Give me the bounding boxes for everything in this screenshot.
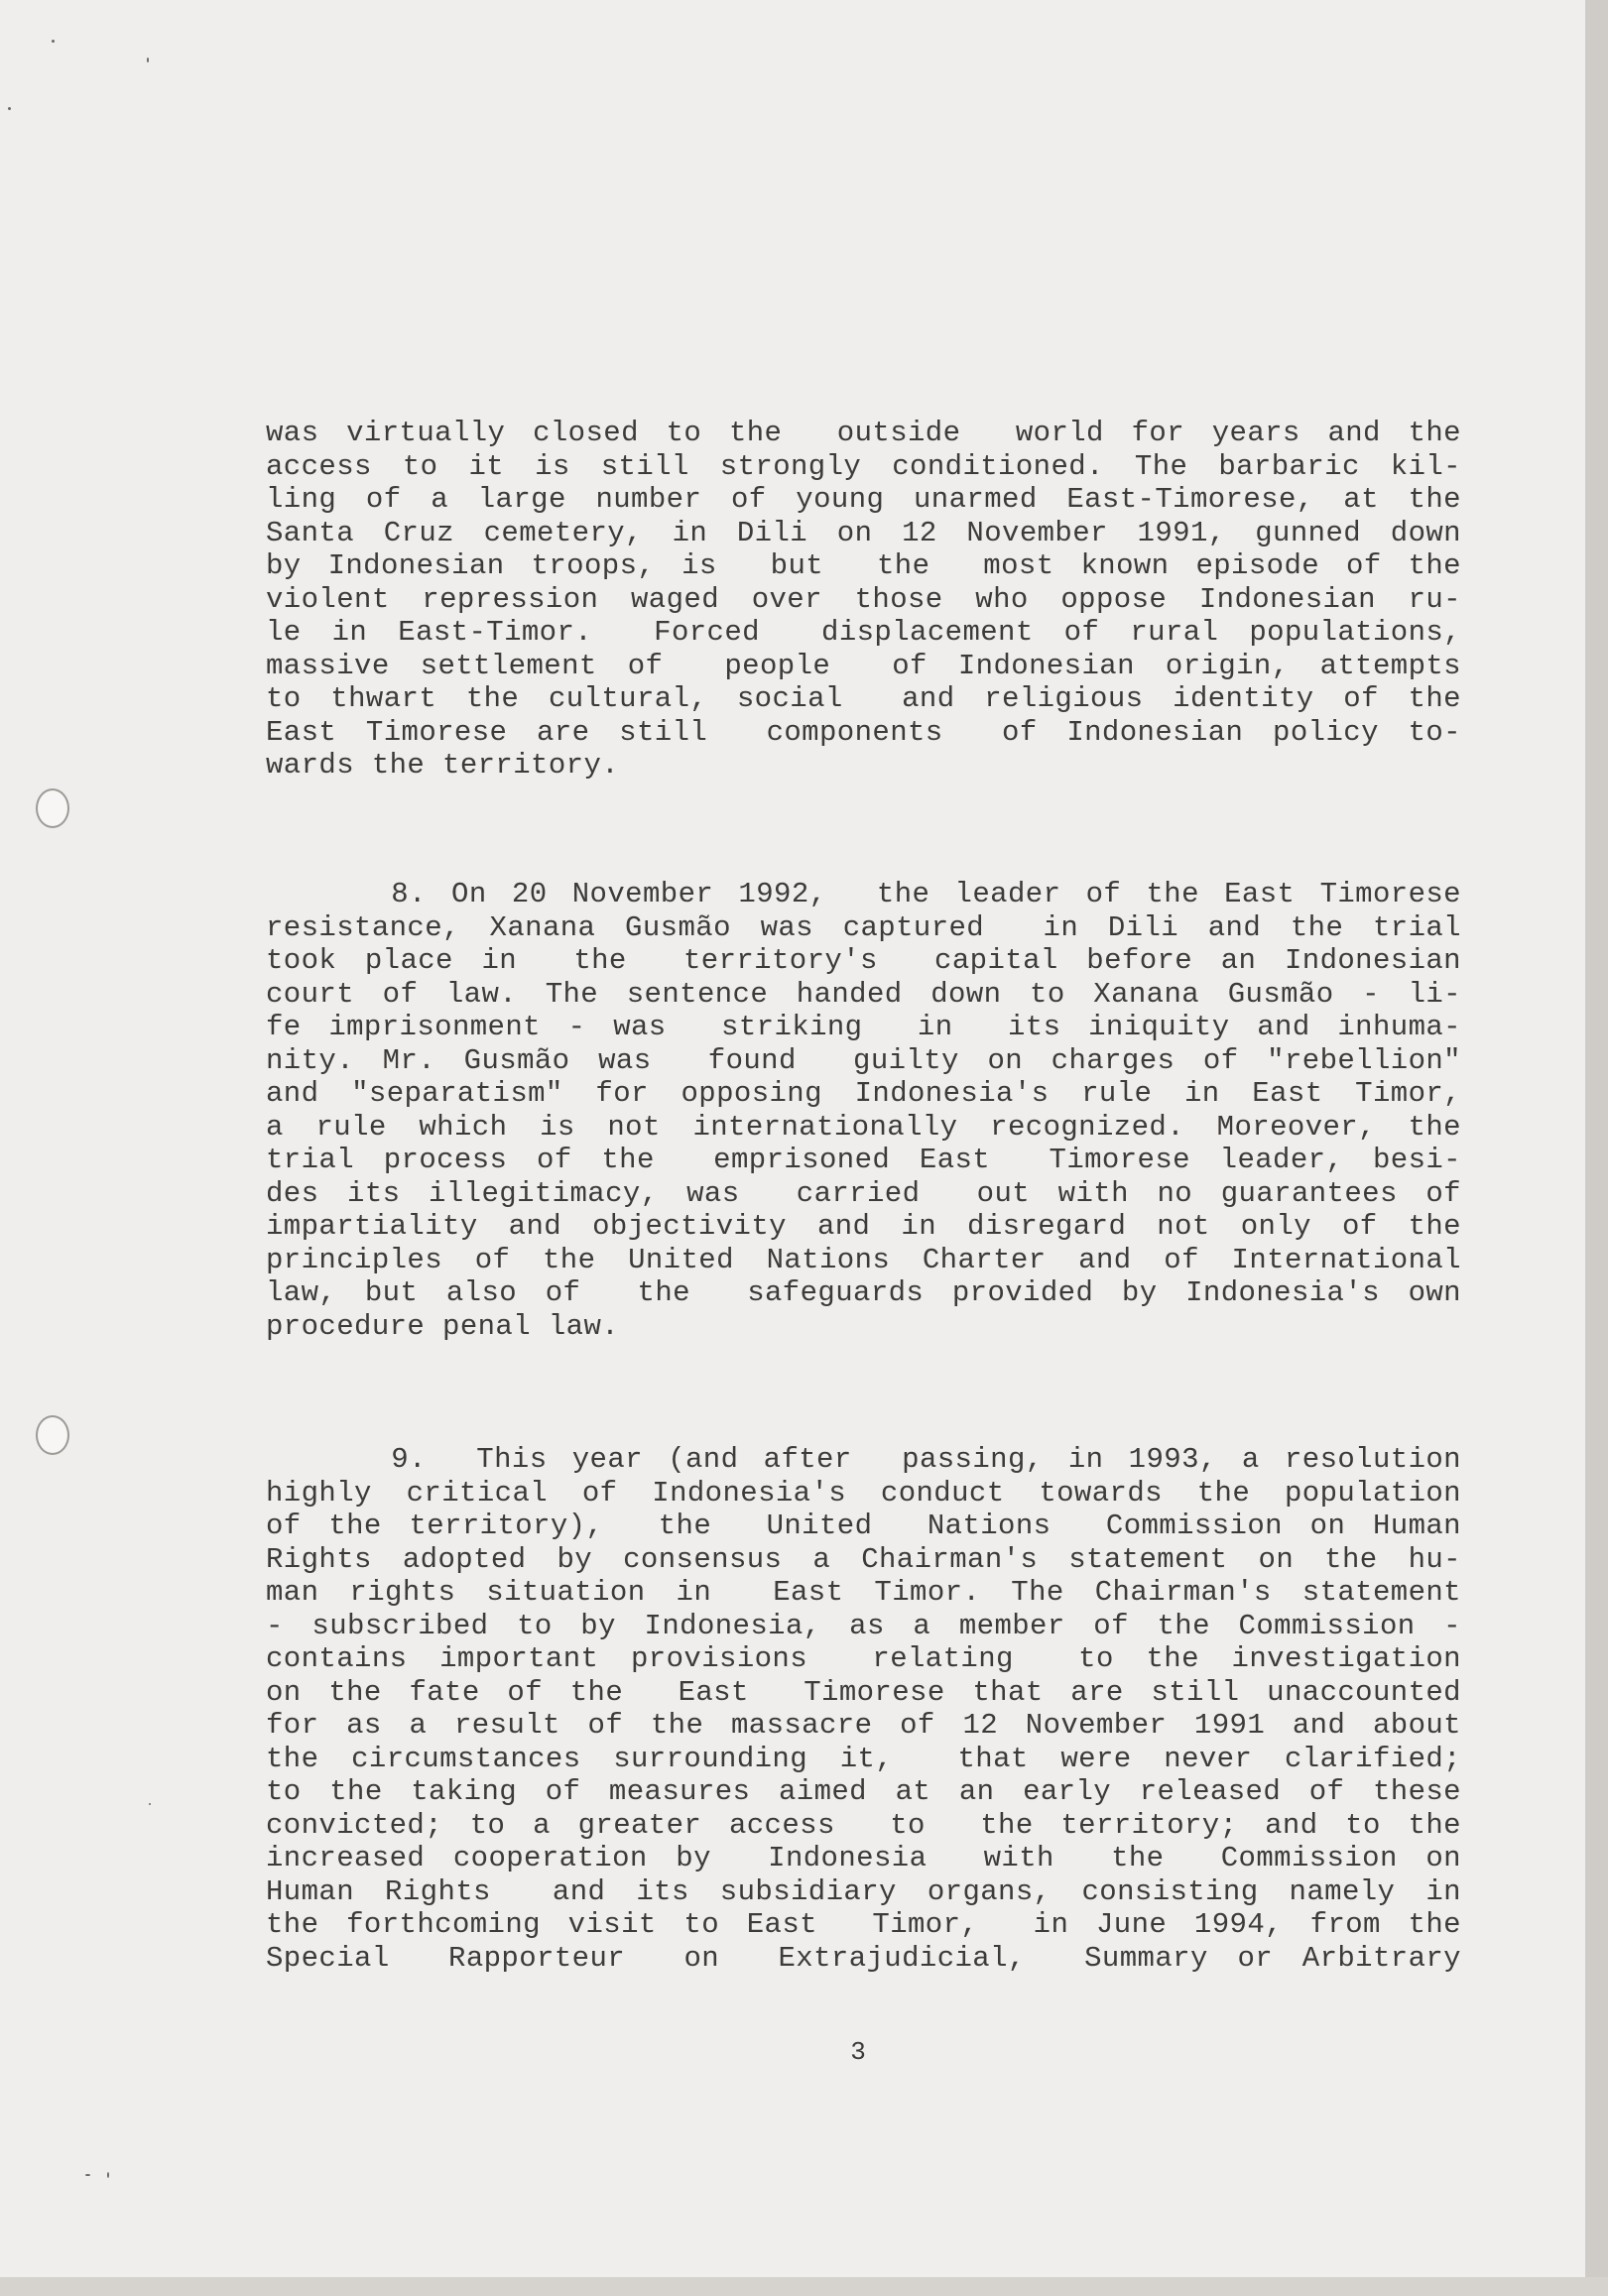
punch-hole-bottom (36, 1415, 69, 1455)
punch-hole-top (36, 788, 69, 828)
page-number: 3 (850, 2037, 866, 2067)
dust-speck (8, 107, 11, 110)
text-line: and "separatism" for opposing Indonesia's rule in East Timor, (266, 1077, 1461, 1110)
text-line: 8. On 20 November 1992, the leader of the East Timorese (266, 878, 1461, 910)
text-line: principles of the United Nations Charter and of International (266, 1243, 1461, 1276)
text-line: took place in the territory's capital before an Indonesian (266, 944, 1461, 977)
text-line: highly critical of Indonesia's conduct towards the population (266, 1476, 1461, 1510)
dust-speck (147, 58, 149, 62)
text-line: increased cooperation by Indonesia with the Commission on (266, 1842, 1461, 1874)
text-line: contains important provisions relating to the investigation (266, 1642, 1461, 1675)
text-line: to the taking of measures aimed at an early released of these (266, 1775, 1461, 1808)
scan-edge-right (1585, 0, 1608, 2296)
text-line: Rights adopted by consensus a Chairman's statement on the hu- (266, 1542, 1461, 1576)
text-line: to thwart the cultural, social and religious identity of the (266, 682, 1461, 715)
paragraph-9 (266, 1443, 1461, 1975)
text-line: fe imprisonment - was striking in its iniquity and inhuma- (266, 1011, 1461, 1043)
text-line: wards the territory. (266, 749, 620, 782)
text-line: massive settlement of people of Indonesian origin, attempts (266, 649, 1461, 682)
dust-speck (52, 40, 55, 43)
text-line: - subscribed to by Indonesia, as a member of the Commission - (266, 1609, 1461, 1642)
paragraph-8 (266, 878, 1461, 1343)
text-line: of the territory), the United Nations Commission on Human (266, 1510, 1461, 1542)
text-line: nity. Mr. Gusmão was found guilty on charges of "rebellion" (266, 1043, 1461, 1077)
text-line: court of law. The sentence handed down to Xanana Gusmão - li- (266, 977, 1461, 1011)
text-line: access to it is still strongly conditioned. The barbaric kil- (266, 449, 1461, 483)
text-line: man rights situation in East Timor. The Chairman's statement (266, 1576, 1461, 1609)
text-line: violent repression waged over those who oppose Indonesian ru- (266, 582, 1461, 616)
text-line: Special Rapporteur on Extrajudicial, Summary or Arbitrary (266, 1941, 1461, 1975)
text-line: by Indonesian troops, is but the most known episode of the (266, 549, 1461, 582)
text-line: for as a result of the massacre of 12 November 1991 and about (266, 1709, 1461, 1742)
text-line: was virtually closed to the outside world for years and the (266, 417, 1461, 449)
text-line: Human Rights and its subsidiary organs, consisting namely in (266, 1874, 1461, 1908)
text-line: ling of a large number of young unarmed East-Timorese, at the (266, 483, 1461, 516)
text-line: le in East-Timor. Forced displacement of rural populations, (266, 616, 1461, 649)
text-line: Santa Cruz cemetery, in Dili on 12 November 1991, gunned down (266, 516, 1461, 549)
text-line: on the fate of the East Timorese that are still unaccounted (266, 1675, 1461, 1709)
text-line: trial process of the emprisoned East Timorese leader, besi- (266, 1144, 1461, 1176)
text-line: impartiality and objectivity and in disregard not only of the (266, 1210, 1461, 1243)
text-line: convicted; to a greater access to the territory; and to the (266, 1808, 1461, 1842)
text-line: the circumstances surrounding it, that were never clarified; (266, 1742, 1461, 1775)
paragraph-7-continuation (266, 417, 1461, 783)
dust-speck (149, 1803, 151, 1805)
scan-edge-bottom (0, 2277, 1608, 2296)
dust-speck (107, 2172, 109, 2178)
text-line: the forthcoming visit to East Timor, in June 1994, from the (266, 1908, 1461, 1941)
text-line: resistance, Xanana Gusmão was captured in Dili and the trial (266, 910, 1461, 944)
text-line: des its illegitimacy, was carried out with no guarantees of (266, 1176, 1461, 1210)
text-line: 9. This year (and after passing, in 1993, a resolution (266, 1443, 1461, 1476)
text-line: East Timorese are still components of Indonesian policy to- (266, 715, 1461, 749)
text-line: law, but also of the safeguards provided by Indonesia's own (266, 1276, 1461, 1309)
dust-speck (85, 2174, 90, 2176)
text-line: procedure penal law. (266, 1309, 620, 1343)
text-line: a rule which is not internationally recognized. Moreover, the (266, 1110, 1461, 1144)
